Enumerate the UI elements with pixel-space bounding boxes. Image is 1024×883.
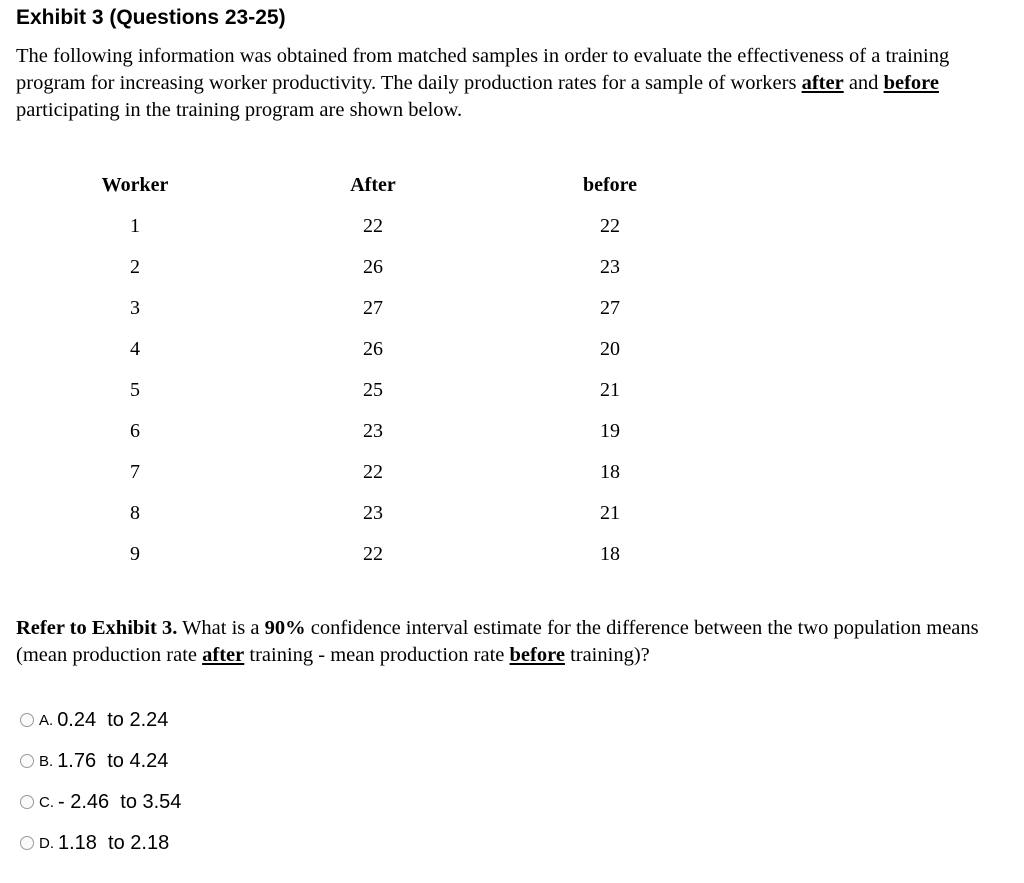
cell-before: 27 [600,297,620,319]
cell-worker: 4 [130,338,140,360]
cell-worker: 8 [130,502,140,524]
intro-text-1: The following information was obtained from matched samples in order to evaluate the effectiveness of a training program for increasing worker productivity. The daily production rates for a sample of workers [16,45,950,94]
cell-after: 22 [363,215,383,237]
option-a-text: 0.24 to 2.24 [57,708,169,731]
cell-worker: 1 [130,215,140,237]
radio-button-c[interactable] [20,795,34,809]
cell-before: 21 [600,379,620,401]
cell-after: 23 [363,420,383,442]
option-b-text: 1.76 to 4.24 [57,749,169,772]
cell-worker: 2 [130,256,140,278]
cell-before: 22 [600,215,620,237]
exhibit-description [16,43,1016,124]
option-d[interactable] [20,830,169,856]
question-after-emphasis: after [202,644,245,666]
option-d-letter: D. [39,834,54,852]
question-text-3: training - mean production rate [244,644,510,666]
header-after: After [350,174,396,196]
cell-before: 20 [600,338,620,360]
cell-worker: 7 [130,461,140,483]
option-c[interactable] [20,789,181,815]
radio-button-a[interactable] [20,713,34,727]
cell-before: 19 [600,420,620,442]
cell-worker: 3 [130,297,140,319]
radio-button-b[interactable] [20,754,34,768]
cell-after: 27 [363,297,383,319]
question-refer: Refer to Exhibit 3. [16,617,178,639]
cell-worker: 6 [130,420,140,442]
exhibit-title: Exhibit 3 (Questions 23-25) [16,6,286,29]
intro-text-2: and [843,72,884,94]
question-text-2: confidence interval estimate for the difference between the two population means (mean production rate [16,617,979,666]
option-b-letter: B. [39,752,54,770]
intro-before-emphasis: before [883,72,939,94]
option-d-text: 1.18 to 2.18 [58,831,170,854]
option-a[interactable] [20,707,168,733]
intro-after-emphasis: after [801,72,844,94]
header-before: before [582,174,638,196]
cell-after: 23 [363,502,383,524]
question-confidence-level: 90% [264,617,306,639]
option-c-text: - 2.46 to 3.54 [58,790,182,813]
cell-after: 26 [363,256,383,278]
question-text-1: What is a [177,617,265,639]
cell-worker: 5 [130,379,140,401]
cell-before: 18 [600,543,620,565]
option-c-letter: C. [39,793,54,811]
cell-before: 23 [600,256,620,278]
cell-after: 22 [363,461,383,483]
question-text [16,615,1016,669]
cell-after: 22 [363,543,383,565]
question-before-emphasis: before [509,644,565,666]
cell-after: 25 [363,379,383,401]
cell-before: 18 [600,461,620,483]
option-b[interactable] [20,748,168,774]
intro-text-3: participating in the training program are shown below. [16,99,463,121]
cell-before: 21 [600,502,620,524]
cell-after: 26 [363,338,383,360]
question-text-4: training)? [564,644,650,666]
cell-worker: 9 [130,543,140,565]
option-a-letter: A. [39,711,54,729]
radio-button-d[interactable] [20,836,34,850]
header-worker: Worker [101,174,169,196]
